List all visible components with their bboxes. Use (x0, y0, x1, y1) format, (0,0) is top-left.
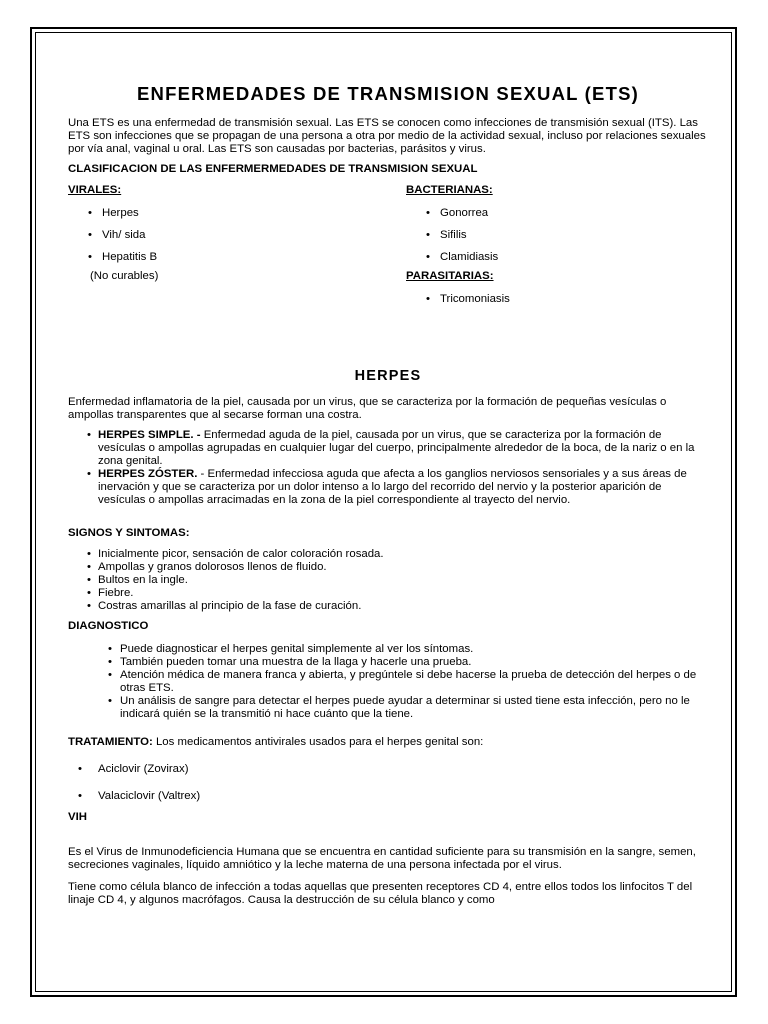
list-item: • Puede diagnosticar el herpes genital simplemente al ver los síntomas. (68, 643, 708, 656)
diagnosis-list (68, 643, 708, 721)
virales-note: (No curables) (90, 270, 159, 282)
list-item: • También pueden tomar una muestra de la llaga y hacerle una prueba. (68, 656, 708, 669)
treatment-list (68, 763, 708, 817)
list-item: • Atención médica de manera franca y abierta, y pregúntele si debe hacerse la prueba de detección del herpes o de otras ETS. (68, 669, 708, 695)
herpes-type-text: Enfermedad aguda de la piel, causada por un virus, que se caracteriza por la formación de vesículas o ampollas agrupadas en cualquier lugar del cuerpo, principalmente alrededor de la boca, de la nariz o en la zona genital. (98, 429, 695, 467)
list-item: • Bultos en la ingle. (68, 574, 708, 587)
classification-heading: CLASIFICACION DE LAS ENFERMERMEDADES DE TRANSMISION SEXUAL (68, 163, 478, 175)
herpes-types-list (68, 429, 708, 507)
virales-column (68, 184, 368, 283)
vih-paragraph-2: Tiene como célula blanco de infección a todas aquellas que presenten receptores CD 4, entre ellos todos los linfocitos T del linaje CD 4, y algunos macrófagos. Causa la destrucción de su célula blanco y como (68, 881, 693, 906)
parasitarias-list (406, 288, 706, 310)
treatment-label: TRATAMIENTO: (68, 736, 153, 748)
herpes-type-name: HERPES ZÓSTER. (98, 468, 198, 480)
signs-heading: SIGNOS Y SINTOMAS: (68, 527, 190, 539)
list-item: • Vih/ sida (68, 224, 368, 246)
bacterianas-heading: BACTERIANAS: (406, 184, 493, 196)
list-item: • Aciclovir (Zovirax) (68, 763, 708, 790)
list-item: • Valaciclovir (Valtrex) (68, 790, 708, 817)
herpes-type-text: - Enfermedad infecciosa aguda que afecta a los ganglios nerviosos sensoriales y a sus áreas de inervación y que se caracteriza por un dolor intenso a lo largo del recorrido del nervio y la posterior aparición de vesículas o ampollas arracimadas en la zona de la piel correspondiente al trayecto del nervio. (98, 468, 687, 506)
virales-list (68, 202, 368, 268)
list-item: • Ampollas y granos dolorosos llenos de fluido. (68, 561, 708, 574)
list-item: • Fiebre. (68, 587, 708, 600)
vih-heading: VIH (68, 811, 87, 823)
classification-columns (68, 184, 708, 334)
treatment-line (68, 736, 708, 749)
virales-heading: VIRALES: (68, 184, 122, 196)
list-item (68, 429, 708, 468)
list-item: • Gonorrea (406, 202, 706, 224)
list-item: • Herpes (68, 202, 368, 224)
herpes-heading: HERPES (354, 368, 422, 384)
signs-list (68, 548, 708, 613)
bacterianas-column (406, 184, 706, 310)
document-title: ENFERMEDADES DE TRANSMISION SEXUAL (ETS) (137, 83, 639, 104)
list-item: • Tricomoniasis (406, 288, 706, 310)
list-item: • Hepatitis B (68, 246, 368, 268)
list-item: • Inicialmente picor, sensación de calor coloración rosada. (68, 548, 708, 561)
diagnosis-heading: DIAGNOSTICO (68, 620, 149, 632)
list-item: • Sifilis (406, 224, 706, 246)
list-item (68, 468, 708, 507)
parasitarias-heading: PARASITARIAS: (406, 270, 494, 282)
vih-paragraph-1: Es el Virus de Inmunodeficiencia Humana que se encuentra en cantidad suficiente para su transmisión en la sangre, semen, secreciones vaginales, líquido amniótico y la leche materna de una persona infectada por el virus. (68, 846, 696, 871)
list-item: • Un análisis de sangre para detectar el herpes puede ayudar a determinar si usted tiene esta infección, pero no le indicará quién se la transmitió ni hace cuánto que la tiene. (68, 695, 708, 721)
herpes-type-name: HERPES SIMPLE. - (98, 429, 201, 441)
intro-paragraph: Una ETS es una enfermedad de transmisión sexual. Las ETS se conocen como infecciones de transmisión sexual (ITS). Las ETS son infecciones que se propagan de una persona a otra por medio de la actividad sexual, incluso por relaciones sexuales por vía anal, vaginal u oral. Las ETS son causadas por bacterias, parásitos y virus. (68, 117, 706, 155)
treatment-text: Los medicamentos antivirales usados para el herpes genital son: (152, 736, 484, 748)
document-body (68, 80, 708, 907)
herpes-intro: Enfermedad inflamatoria de la piel, causada por un virus, que se caracteriza por la formación de pequeñas vesículas o ampollas transparentes que al secarse forman una costra. (68, 396, 667, 421)
list-item: • Clamidiasis (406, 246, 706, 268)
list-item: • Costras amarillas al principio de la fase de curación. (68, 600, 708, 613)
bacterianas-list (406, 202, 706, 268)
